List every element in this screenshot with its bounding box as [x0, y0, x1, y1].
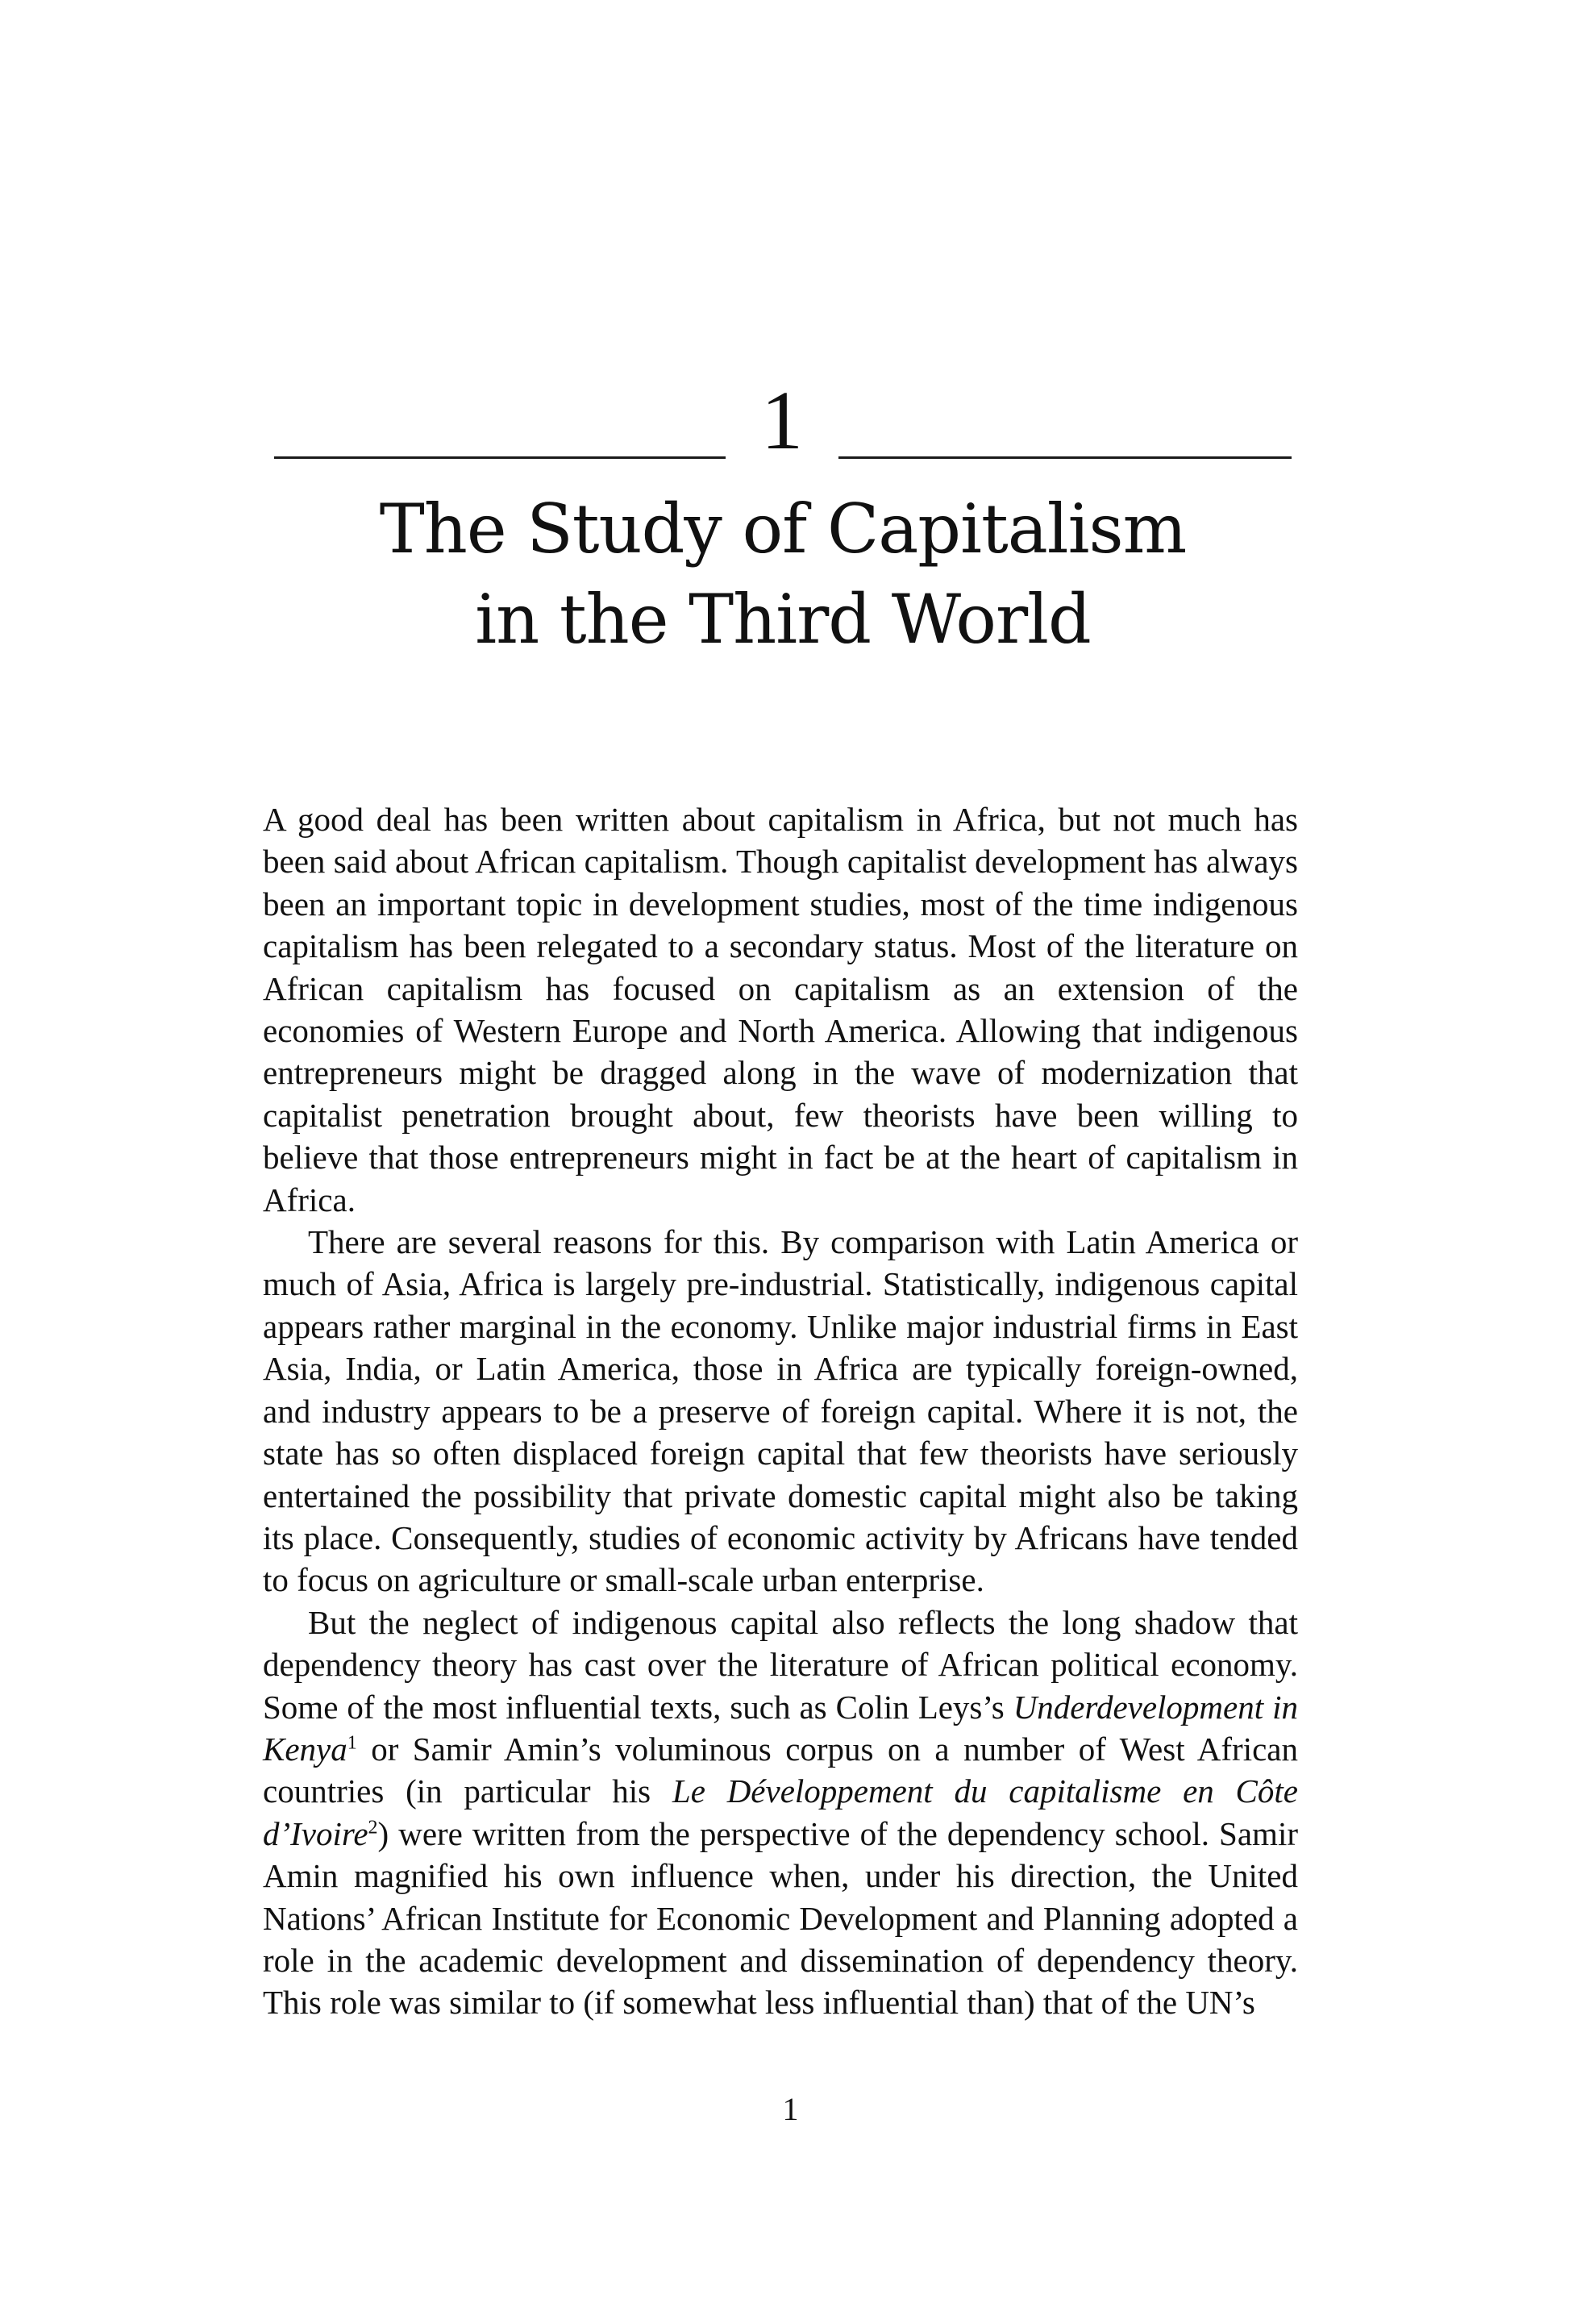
paragraph-3-text-2: or Samir Amin’s voluminous corpus on a number of West African countries (in particular his — [263, 1730, 1298, 1810]
chapter-title-line-2: in the Third World — [475, 580, 1091, 659]
body-text — [263, 798, 1298, 2024]
chapter-title-line-1: The Study of Capitalism — [379, 489, 1187, 569]
paragraph-2: There are several reasons for this. By comparison with Latin America or much of Asia, Africa is largely pre-industrial. Statistically, indigenous capital appears rather marginal in the economy. Unlike major industrial firms in East Asia, India, or Latin America, those in Africa are typically foreign-owned, and industry appears to be a preserve of foreign capital. Where it is not, the state has so often displaced foreign capital that few theorists have seriously entertained the possibility that private domestic capital might also be taking its place. Consequently, studies of economic activity by Africans have tended to focus on agriculture or small-scale urban enterprise. — [263, 1223, 1298, 1599]
heading-rule-right — [838, 456, 1292, 459]
paragraph-1: A good deal has been written about capitalism in Africa, but not much has been said about African capitalism. Though capitalist development has always been an important topic in development studies, most of the time indigenous capitalism has been relegated to a secondary status. Most of the literature on African capitalism has focused on capitalism as an extension of the economies of Western Europe and North America. Allowing that indigenous entrepreneurs might be dragged along in the wave of modernization that capitalist penetration brought about, few theorists have been willing to believe that those entrepreneurs might in fact be at the heart of capitalism in Africa. — [263, 801, 1298, 1218]
page-number: 1 — [782, 2091, 799, 2127]
paragraph-3 — [263, 1601, 1298, 2024]
chapter-number: 1 — [761, 374, 803, 467]
book-title-le-developpement: Le Développement du capitalisme en Côte d’Ivoire — [263, 1772, 1298, 1852]
chapter-title — [274, 484, 1292, 664]
footnote-ref-2: 2 — [368, 1817, 378, 1839]
chapter-heading — [274, 373, 1292, 469]
heading-rule-left — [274, 456, 726, 459]
footnote-ref-1: 1 — [347, 1732, 357, 1754]
paragraph-3-text-3: ) were written from the perspective of the dependency school. Samir Amin magnified his own influence when, under his direction, the United Nations’ African Institute for Economic Development and Planning adopted a role in the academic development and dissemination of dependency theory. This role was similar to (if somewhat less influential than) that of the UN’s — [263, 1814, 1298, 2022]
book-title-underdevelopment-in-kenya: Underdevelopment in Kenya — [263, 1688, 1298, 1768]
paragraph-3-text-1: But the neglect of indigenous capital also reflects the long shadow that dependency theory has cast over the literature of African political economy. Some of the most influential texts, such as Colin Leys’s — [263, 1603, 1298, 1726]
